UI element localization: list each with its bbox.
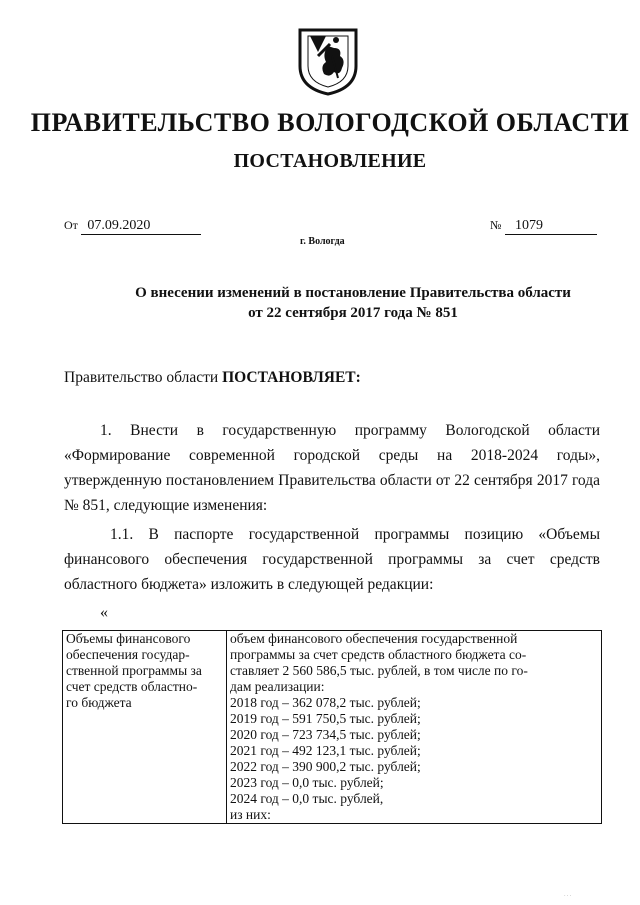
vologda-coat-of-arms-icon [296,26,360,96]
position-value-cell [227,631,602,824]
cell-line: 2018 год – 362 078,2 тыс. рублей; [230,695,421,710]
document-subject [64,283,640,323]
cell-line: программы за счет средств областного бюджета со- [230,647,527,662]
intro-paragraph [64,365,600,390]
document-type: ПОСТАНОВЛЕНИЕ [233,150,427,172]
cell-line: счет средств областно- [66,679,198,694]
cell-line: 2020 год – 723 734,5 тыс. рублей; [230,727,421,742]
cell-line: обеспечения государ- [66,647,190,662]
paragraph-item-1-1: 1.1. В паспорте государственной программы позицию «Объемы финансового обеспечения государственной программы за счет средств областного бюджета» изложить в следующей редакции: [64,526,600,593]
subject-line-2: от 22 сентября 2017 года № 851 [248,305,458,321]
cell-line: 2021 год – 492 123,1 тыс. рублей; [230,743,421,758]
number-row [490,218,597,235]
intro-text: Правительство области [64,369,223,386]
intro-resolves: ПОСТАНОВЛЯЕТ: [222,369,361,386]
cell-line: 2022 год – 390 900,2 тыс. рублей; [230,759,421,774]
scan-mark: · · · [564,894,572,899]
cell-line: 2019 год – 591 750,5 тыс. рублей; [230,711,421,726]
cell-line: дам реализации: [230,679,325,694]
cell-line: ственной программы за [66,663,202,678]
number-value: 1079 [505,218,597,235]
city-label: г. Вологда [300,236,345,247]
paragraph-item-1: 1. Внести в государственную программу Вологодской области «Формирование современной городской среды на 2018-2024 годы», утвержденную постановлением Правительства области от 22 сентября 2017 года № 851, следующие изменения: [64,422,600,514]
date-row [64,218,201,235]
position-name-cell [63,631,227,824]
number-label: № [490,218,502,232]
cell-line: 2023 год – 0,0 тыс. рублей; [230,775,384,790]
cell-line: ставляет 2 560 586,5 тыс. рублей, в том числе по го- [230,663,528,678]
cell-line: из них: [230,807,271,822]
cell-line: Объемы финансового [66,631,191,646]
passport-table [62,630,602,824]
cell-line: 2024 год – 0,0 тыс. рублей, [230,791,384,806]
government-title: ПРАВИТЕЛЬСТВО ВОЛОГОДСКОЙ ОБЛАСТИ [30,108,630,137]
cell-line: объем финансового обеспечения государственной [230,631,518,646]
table-row [63,631,602,824]
date-label: От [64,218,78,232]
opening-quote: « [100,604,108,621]
cell-line: го бюджета [66,695,132,710]
date-value: 07.09.2020 [81,218,201,235]
subject-line-1: О внесении изменений в постановление Правительства области [135,285,571,301]
